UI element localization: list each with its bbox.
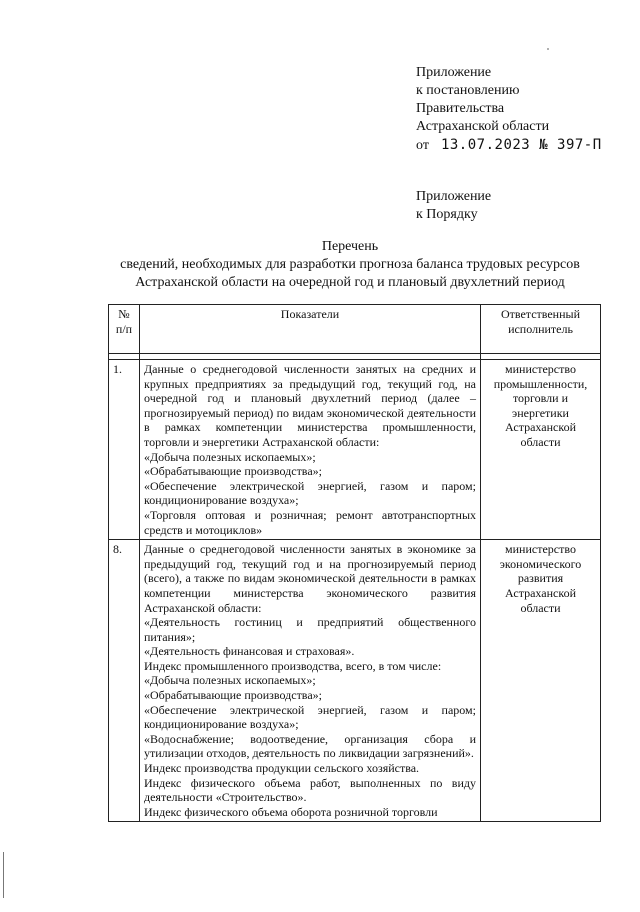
indicators-table (108, 304, 601, 822)
appendix-decree-line: к постановлению (416, 83, 520, 98)
indicator-line: «Обрабатывающие производства»; (144, 464, 322, 479)
title-line-1: Перечень (321, 239, 379, 254)
appendix-decree-line: Астраханской области (416, 119, 550, 134)
header-number (109, 305, 140, 354)
indicator-line: Данные о среднегодовой численности занятых в экономике за предыдущий год, текущий год и на прогнозируемый период (всего), а также по видам экономической деятельности в рамках компетенции министерства экономического развития Астраханской области: (144, 542, 476, 615)
table-row (109, 540, 601, 822)
header-number-line: п/п (115, 321, 133, 336)
row-indicators (140, 540, 481, 822)
document-title (80, 238, 620, 292)
row-responsible: министерство экономического развития Астраханской области (481, 540, 601, 822)
row-number: 1. (109, 360, 140, 540)
title-line-3: Астраханской области на очередной год и плановый двухлетний период (135, 275, 565, 290)
appendix-decree-block (416, 64, 631, 155)
indicator-line: «Водоснабжение; водоотведение, организация сбора и утилизации отходов, деятельность по ликвидации загрязнений». (144, 731, 476, 761)
decree-date-stamp: 13.07.2023 № 397-П (440, 137, 602, 153)
indicator-line: «Деятельность финансовая и страховая». (144, 644, 355, 659)
table-row (109, 360, 601, 540)
indicator-line: «Добыча полезных ископаемых»; (144, 673, 316, 688)
row-indicators (140, 360, 481, 540)
header-responsible-line: Ответственный (500, 307, 581, 321)
indicator-line: Данные о среднегодовой численности занятых на средних и крупных предприятиях за предыдущий год, текущий год, на очередной год и плановый двухлетний период (далее – прогнозируемый период) по видам экономической деятельности в рамках компетенции министерства промышленности, торговли и энергетики Астраханской области: (144, 362, 476, 449)
scan-margin-mark (3, 852, 4, 898)
indicator-line: «Обеспечение электрической энергией, газом и паром; кондиционирование воздуха»; (144, 702, 476, 732)
indicator-line: «Обеспечение электрической энергией, газом и паром; кондиционирование воздуха»; (144, 478, 476, 508)
header-number-line: № (118, 307, 130, 321)
indicator-line: Индекс физического объема работ, выполненных по виду деятельности «Строительство». (144, 775, 476, 805)
appendix-decree-line: Правительства (416, 101, 505, 116)
appendix-order-line: к Порядку (416, 207, 478, 222)
header-indicators: Показатели (140, 305, 481, 354)
header-responsible-line: исполнитель (508, 321, 573, 336)
title-line-2: сведений, необходимых для разработки прогноза баланса трудовых ресурсов (120, 257, 580, 272)
indicator-line: «Торговля оптовая и розничная; ремонт автотранспортных средств и мотоциклов» (144, 507, 476, 537)
indicator-line: «Добыча полезных ископаемых»; (144, 449, 316, 464)
indicator-line: «Деятельность гостиниц и предприятий общественного питания»; (144, 615, 476, 644)
row-responsible: министерство промышленности, торговли и энергетики Астраханской области (481, 360, 601, 540)
appendix-order-line: Приложение (416, 189, 492, 204)
scan-speck (547, 48, 549, 50)
decree-date-line (416, 136, 631, 155)
header-responsible (481, 305, 601, 354)
indicator-line: Индекс производства продукции сельского хозяйства. (144, 761, 420, 776)
appendix-order-block (416, 188, 631, 224)
decree-date-prefix: от (416, 138, 429, 153)
appendix-decree-line: Приложение (416, 65, 492, 80)
indicator-line: «Обрабатывающие производства»; (144, 688, 322, 703)
indicator-line: Индекс физического объема оборота розничной торговли (144, 804, 438, 819)
table-header-row (109, 305, 601, 354)
indicator-line: Индекс промышленного производства, всего, в том числе: (144, 658, 442, 673)
row-number: 8. (109, 540, 140, 822)
